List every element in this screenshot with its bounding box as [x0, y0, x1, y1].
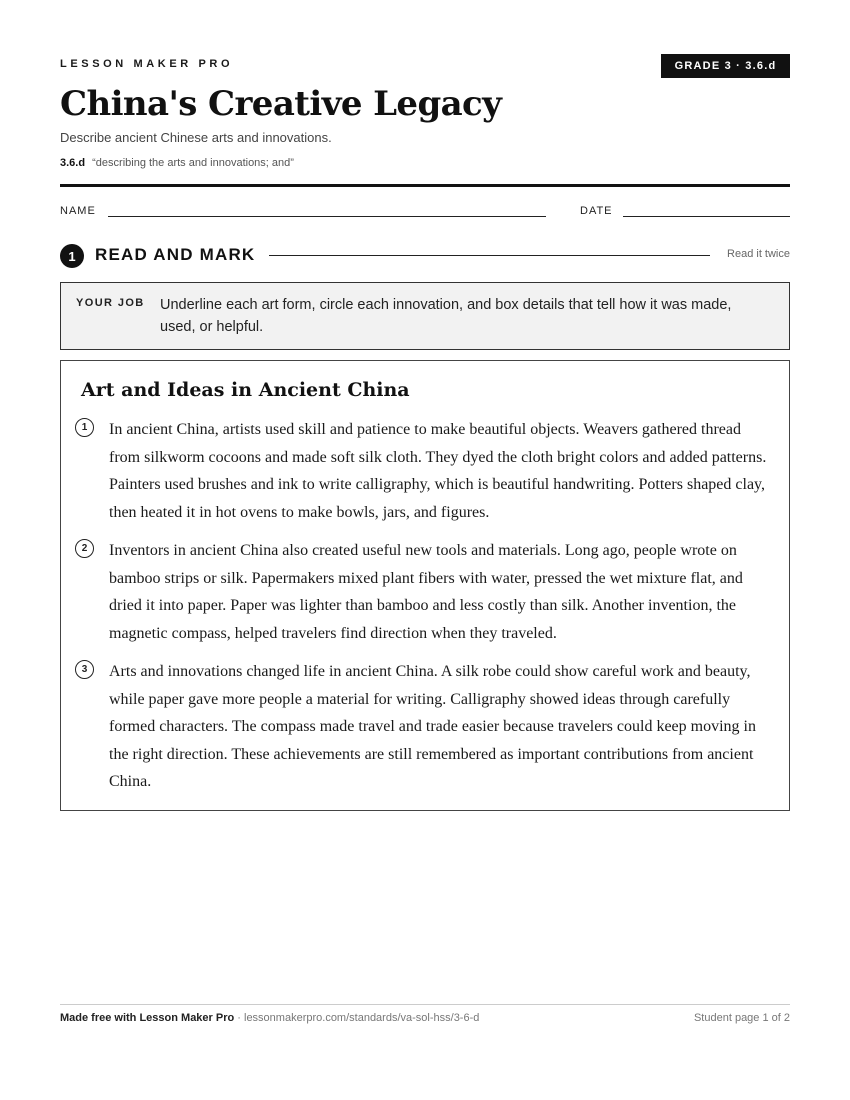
date-field[interactable]: [623, 216, 790, 217]
grade-badge: GRADE 3 · 3.6.d: [661, 54, 790, 78]
standard-reference: [60, 157, 294, 169]
footer-url[interactable]: lessonmakerpro.com/standards/va-sol-hss/3-6-d: [244, 1012, 480, 1024]
standard-code: 3.6.d: [60, 157, 86, 169]
section-header: [60, 243, 790, 267]
paragraph-number: 2: [75, 539, 94, 558]
section-note: Read it twice: [727, 248, 790, 260]
paragraph-text: Inventors in ancient China also created useful new tools and materials. Long ago, people wrote on bamboo strips or silk. Papermakers mixed plant fibers with water, pressed the wet mixture flat, and dried it into paper. Paper was lighter than bamboo and less costly than silk. Another invention, the magnetic compass, helped travelers find direction when they traveled.: [109, 542, 743, 642]
reading-title: Art and Ideas in Ancient China: [81, 379, 410, 401]
paragraph-text: In ancient China, artists used skill and patience to make beautiful objects. Weavers gathered thread from silkworm cocoons and made soft silk cloth. They dyed the cloth bright colors and added patterns. Painters used brushes and ink to write calligraphy, which is beautiful handwriting. Potters shaped clay, then heated it in hot ovens to make bowls, jars, and figures.: [109, 421, 767, 521]
date-label: DATE: [580, 205, 613, 217]
name-field[interactable]: [108, 216, 546, 217]
footer-divider: [60, 1004, 790, 1005]
footer-page-number: Student page 1 of 2: [693, 1012, 790, 1024]
job-label: YOUR JOB: [76, 297, 145, 309]
paragraph-number: 3: [75, 660, 94, 679]
job-text: Underline each art form, circle each innovation, and box details that tell how it was made, used, or helpful.: [160, 297, 732, 335]
paragraph-number: 1: [75, 418, 94, 437]
header-divider: [60, 184, 790, 187]
worksheet-page: [60, 0, 790, 1100]
step-number-badge: 1: [60, 244, 84, 268]
reading-passage-box: [60, 360, 790, 811]
name-date-row: [60, 204, 790, 220]
page-title: China's Creative Legacy: [60, 84, 502, 124]
standard-quote: “describing the arts and innovations; and”: [92, 157, 294, 169]
section-divider: [269, 255, 710, 256]
job-instructions-box: [60, 282, 790, 350]
section-title: READ AND MARK: [95, 245, 256, 264]
page-subtitle: Describe ancient Chinese arts and innovations.: [60, 130, 332, 145]
footer-made-with: Made free with Lesson Maker Pro: [60, 1012, 235, 1024]
footer-credit: [60, 1012, 479, 1024]
paragraph-text: Arts and innovations changed life in ancient China. A silk robe could show careful work and beauty, while paper gave more people a material for writing. Calligraphy showed ideas through carefully formed characters. The compass made travel and trade easier because travelers could keep moving in the right direction. These achievements are still remembered as important contributions from ancient China.: [109, 663, 756, 790]
brand-label: LESSON MAKER PRO: [60, 58, 234, 70]
footer-separator: ·: [234, 1012, 244, 1024]
name-label: NAME: [60, 205, 96, 217]
